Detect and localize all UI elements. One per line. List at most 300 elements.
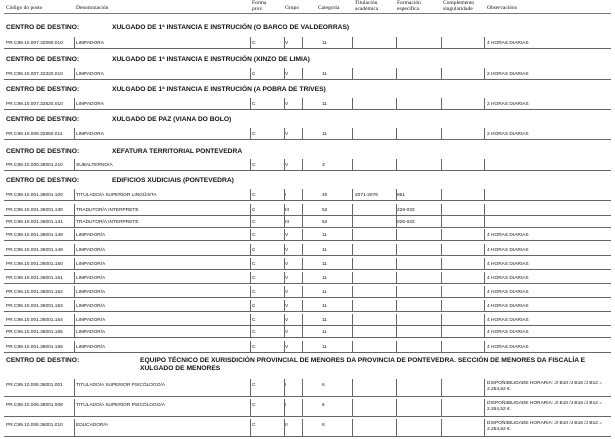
column-divider	[352, 286, 353, 297]
row-rule	[4, 311, 611, 312]
column-divider	[441, 159, 442, 170]
column-divider	[396, 68, 397, 79]
cell-cat: 11	[322, 304, 327, 309]
cell-obs: DISPOÑIBILIDADE HORARIA: J/ B10 /J B16 /J B12 = 2.264,52 €.	[487, 421, 603, 432]
cell-obs: 4 HORAS DIARIAS	[487, 276, 529, 281]
cell-den: LIMPADOR/A	[76, 304, 106, 309]
column-divider	[284, 419, 285, 436]
column-divider	[284, 326, 285, 337]
cell-code: PR.C99.10.001.36001.148	[6, 233, 63, 238]
cell-grupo: V	[285, 72, 289, 77]
column-divider	[250, 216, 251, 227]
cell-obs: 4 HORAS DIARIAS	[487, 330, 529, 335]
column-divider	[74, 98, 75, 109]
row-rule	[4, 215, 611, 216]
cell-cat: 11	[322, 262, 327, 267]
cell-cat: 11	[322, 330, 327, 335]
column-divider	[302, 216, 303, 227]
column-divider	[396, 286, 397, 297]
row-rule	[4, 269, 611, 270]
column-divider	[352, 258, 353, 269]
column-divider	[284, 159, 285, 170]
row-rule	[4, 109, 611, 110]
col-header-grupo: Grupo	[285, 5, 300, 11]
column-divider	[352, 128, 353, 139]
column-divider	[284, 128, 285, 139]
cell-cat: 11	[322, 345, 327, 350]
centro-name: XEFATURA TERRITORIAL PONTEVEDRA	[112, 148, 243, 155]
cell-den: LIMPADORA	[76, 102, 104, 107]
cell-forma: C	[252, 383, 256, 388]
column-divider	[441, 419, 442, 436]
cell-tit: 2071-2076	[355, 193, 378, 198]
column-divider	[302, 189, 303, 200]
cell-code: PR.C99.10.001.36001.156	[6, 345, 63, 350]
cell-grupo: V	[285, 304, 289, 309]
column-divider	[352, 37, 353, 48]
row-rule	[4, 139, 611, 140]
column-divider	[484, 189, 485, 200]
column-divider	[284, 341, 285, 352]
column-divider	[250, 286, 251, 297]
cell-grupo: V	[285, 233, 289, 238]
column-divider	[74, 419, 75, 436]
column-divider	[441, 204, 442, 215]
cell-den: LIMPADOR/A	[76, 233, 106, 238]
cell-code: PR.C99.10.001.36001.131	[6, 220, 63, 225]
cell-form: 851	[397, 193, 406, 198]
column-divider	[484, 272, 485, 283]
cell-den: LIMPADOR/A	[76, 276, 106, 281]
column-divider	[352, 326, 353, 337]
cell-den: LIMPADOR/A	[76, 262, 106, 267]
column-divider	[352, 399, 353, 416]
cell-grupo: V	[285, 318, 289, 323]
column-divider	[250, 341, 251, 352]
cell-cat: 52	[322, 208, 328, 213]
cell-grupo: III	[285, 220, 289, 225]
column-divider	[441, 216, 442, 227]
column-divider	[74, 314, 75, 325]
cell-forma: C	[252, 248, 256, 253]
cell-forma: C	[252, 345, 256, 350]
centro-name: XULGADO DE 1ª INSTANCIA E INSTRUCIÓN (XINZO DE LIMIA)	[112, 56, 310, 63]
column-divider	[250, 98, 251, 109]
column-divider	[484, 216, 485, 227]
cell-forma: C	[252, 72, 256, 77]
cell-den: TRADUTOR/A INTERPRETE	[76, 208, 139, 213]
column-divider	[352, 341, 353, 352]
cell-grupo: V	[285, 248, 289, 253]
column-divider	[74, 399, 75, 416]
cell-code: PR.C99.10.001.36001.151	[6, 276, 63, 281]
cell-den: LIMPADOR/A	[76, 318, 106, 323]
col-header-code: Código do posto	[6, 5, 43, 11]
column-divider	[484, 341, 485, 352]
column-divider	[352, 272, 353, 283]
cell-forma: C	[252, 163, 256, 168]
column-divider	[396, 272, 397, 283]
column-divider	[284, 98, 285, 109]
row-rule	[4, 170, 611, 171]
cell-code: PR.C99.10.001.36001.152	[6, 290, 63, 295]
column-divider	[484, 204, 485, 215]
column-divider	[484, 300, 485, 311]
column-divider	[302, 326, 303, 337]
col-header-denomination: Denominación	[76, 5, 109, 11]
cell-cat: 11	[322, 290, 327, 295]
column-divider	[74, 37, 75, 48]
column-divider	[302, 98, 303, 109]
cell-code: PR.C99.10.006.36001.008	[6, 403, 63, 408]
cell-obs: 4 HORAS DIARIAS	[487, 345, 529, 350]
cell-den: LIMPADORA	[76, 72, 104, 77]
column-divider	[484, 399, 485, 416]
column-divider	[302, 68, 303, 79]
cell-grupo: V	[285, 132, 289, 137]
column-divider	[302, 379, 303, 396]
column-divider	[74, 272, 75, 283]
column-divider	[484, 258, 485, 269]
column-divider	[396, 258, 397, 269]
cell-code: PR.C99.10.008.32850.011	[6, 132, 63, 137]
column-divider	[484, 159, 485, 170]
cell-obs: 4 HORAS DIARIAS	[487, 290, 529, 295]
column-divider	[284, 204, 285, 215]
cell-den: TRADUTOR/A INTERPRETE	[76, 220, 139, 225]
column-divider	[484, 37, 485, 48]
centro-name: XULGADO DE 1ª INSTANCIA E INSTRUCIÓN (A POBRA DE TRIVES)	[112, 86, 326, 93]
column-divider	[284, 258, 285, 269]
column-divider	[250, 159, 251, 170]
cell-cat: 3	[322, 163, 325, 168]
cell-den: LIMPADOR/A	[76, 345, 106, 350]
column-divider	[441, 128, 442, 139]
column-divider	[441, 68, 442, 79]
cell-grupo: III	[285, 208, 289, 213]
cell-den: LIMPADOR/A	[76, 248, 106, 253]
row-rule	[4, 416, 611, 417]
column-divider	[250, 314, 251, 325]
column-divider	[74, 379, 75, 396]
cell-grupo: I	[285, 383, 287, 388]
cell-grupo: V	[285, 330, 289, 335]
column-divider	[484, 286, 485, 297]
centro-name: EDIFICIOS XUDICIAIS (PONTEVEDRA)	[112, 177, 234, 184]
column-divider	[74, 204, 75, 215]
cell-forma: C	[252, 41, 256, 46]
column-divider	[352, 379, 353, 396]
cell-code: PR.C99.10.007.32090.010	[6, 41, 63, 46]
cell-grupo: I	[285, 403, 287, 408]
cell-code: PR.C99.10.006.36001.010	[6, 423, 63, 428]
cell-forma: C	[252, 330, 256, 335]
column-divider	[484, 419, 485, 436]
column-divider	[302, 300, 303, 311]
column-divider	[302, 314, 303, 325]
column-divider	[441, 300, 442, 311]
column-divider	[441, 37, 442, 48]
column-divider	[484, 68, 485, 79]
row-rule	[4, 337, 611, 338]
column-divider	[284, 229, 285, 240]
cell-code: PR.C99.10.001.36001.155	[6, 330, 63, 335]
cell-grupo: V	[285, 102, 289, 107]
cell-grupo: I	[285, 193, 287, 198]
column-divider	[74, 189, 75, 200]
cell-code: PR.C99.10.007.32820.010	[6, 102, 63, 107]
column-divider	[441, 379, 442, 396]
cell-obs: 2 HORAS DIARIAS	[487, 102, 529, 107]
row-rule	[4, 297, 611, 298]
cell-grupo: V	[285, 345, 289, 350]
centro-label: CENTRO DE DESTINO:	[6, 24, 80, 31]
cell-den: TITULADO/A SUPERIOR PSICÓLOGO/A	[76, 403, 166, 408]
cell-form: 026-033	[397, 220, 415, 225]
cell-code: PR.C99.10.001.36001.100	[6, 193, 63, 198]
centro-label: CENTRO DE DESTINO:	[6, 86, 80, 93]
column-divider	[396, 189, 397, 200]
cell-den: LIMPADOR/A	[76, 330, 106, 335]
column-divider	[250, 399, 251, 416]
cell-den: LIMPADORA	[76, 132, 104, 137]
column-divider	[250, 244, 251, 255]
centro-name: XULGADO DE PAZ (VIANA DO BOLO)	[112, 116, 232, 123]
column-divider	[250, 189, 251, 200]
column-divider	[352, 300, 353, 311]
column-divider	[396, 128, 397, 139]
column-divider	[250, 68, 251, 79]
column-divider	[74, 244, 75, 255]
cell-cat: 11	[322, 102, 327, 107]
cell-cat: 52	[322, 220, 328, 225]
column-divider	[74, 229, 75, 240]
column-divider	[396, 399, 397, 416]
cell-forma: C	[252, 102, 256, 107]
centro-label: CENTRO DE DESTINO:	[6, 116, 80, 123]
column-divider	[302, 159, 303, 170]
column-divider	[352, 314, 353, 325]
cell-forma: C	[252, 290, 256, 295]
column-divider	[484, 128, 485, 139]
cell-obs: 4 HORAS DIARIAS	[487, 318, 529, 323]
cell-obs: 4 HORAS DIARIAS	[487, 41, 529, 46]
column-divider	[484, 244, 485, 255]
cell-cat: 6	[322, 403, 325, 408]
cell-grupo: V	[285, 163, 289, 168]
row-rule	[4, 79, 611, 80]
column-divider	[74, 159, 75, 170]
column-divider	[396, 98, 397, 109]
row-rule	[4, 436, 611, 437]
col-header-complemento: Complemento singularidade	[443, 0, 475, 12]
column-divider	[441, 399, 442, 416]
column-divider	[74, 216, 75, 227]
column-divider	[302, 37, 303, 48]
column-divider	[396, 204, 397, 215]
centro-label: CENTRO DE DESTINO:	[6, 357, 80, 364]
cell-code: PR.C99.10.000.36001.210	[6, 163, 63, 168]
column-divider	[396, 326, 397, 337]
column-divider	[302, 229, 303, 240]
cell-cat: 6	[322, 423, 325, 428]
column-divider	[396, 37, 397, 48]
row-rule	[4, 396, 611, 397]
column-divider	[484, 314, 485, 325]
cell-den: TITULADO/A SUPERIOR PSICÓLOGO/A	[76, 383, 166, 388]
cell-obs: 4 HORAS DIARIAS	[487, 262, 529, 267]
column-divider	[396, 300, 397, 311]
column-divider	[352, 159, 353, 170]
cell-cat: 40	[322, 193, 328, 198]
column-divider	[250, 258, 251, 269]
column-divider	[441, 258, 442, 269]
cell-cat: 11	[322, 276, 327, 281]
cell-cat: 11	[322, 233, 327, 238]
column-divider	[284, 300, 285, 311]
column-divider	[250, 379, 251, 396]
cell-forma: C	[252, 233, 256, 238]
cell-cat: 11	[322, 41, 327, 46]
cell-code: PR.C99.10.006.36001.001	[6, 383, 63, 388]
cell-cat: 6	[322, 383, 325, 388]
column-divider	[284, 286, 285, 297]
centro-name: XULGADO DE 1ª INSTANCIA E INSTRUCIÓN (O BARCO DE VALDEORRAS)	[112, 24, 350, 31]
cell-forma: C	[252, 208, 256, 213]
column-divider	[74, 341, 75, 352]
cell-forma: C	[252, 132, 256, 137]
cell-forma: C	[252, 304, 256, 309]
column-divider	[484, 98, 485, 109]
column-divider	[352, 419, 353, 436]
column-divider	[74, 300, 75, 311]
column-divider	[352, 229, 353, 240]
column-divider	[74, 286, 75, 297]
cell-obs: DISPOÑIBILIDADE HORARIA: J/ B10 /J B16 /J B12 = 2.264,52 €.	[487, 381, 603, 392]
column-divider	[284, 37, 285, 48]
cell-forma: C	[252, 276, 256, 281]
cell-forma: C	[252, 220, 256, 225]
column-divider	[302, 258, 303, 269]
cell-forma: C	[252, 262, 256, 267]
column-divider	[302, 341, 303, 352]
cell-den: SUBALTERNO/A	[76, 163, 113, 168]
cell-den: EDUCADOR/A	[76, 423, 108, 428]
cell-forma: C	[252, 318, 256, 323]
column-divider	[441, 272, 442, 283]
column-divider	[396, 419, 397, 436]
cell-obs: 4 HORAS DIARIAS	[487, 304, 529, 309]
cell-code: PR.C99.10.001.36001.150	[6, 262, 63, 267]
column-divider	[250, 128, 251, 139]
column-divider	[284, 399, 285, 416]
col-header-observacions: Observacións	[487, 5, 517, 11]
cell-code: PR.C99.10.001.36001.153	[6, 304, 63, 309]
cell-grupo: V	[285, 41, 289, 46]
column-divider	[284, 272, 285, 283]
column-divider	[352, 68, 353, 79]
column-divider	[484, 229, 485, 240]
column-divider	[302, 128, 303, 139]
centro-label: CENTRO DE DESTINO:	[6, 56, 80, 63]
centro-label: CENTRO DE DESTINO:	[6, 177, 80, 184]
cell-code: PR.C99.10.001.36001.149	[6, 248, 63, 253]
column-divider	[484, 326, 485, 337]
column-divider	[441, 98, 442, 109]
row-rule	[4, 352, 611, 353]
row-rule	[4, 227, 611, 228]
column-divider	[396, 159, 397, 170]
cell-obs: DISPOÑIBILIDADE HORARIA: J/ B10 /J B16 /J B12 = 2.264,52 €.	[487, 401, 603, 412]
column-divider	[441, 341, 442, 352]
column-divider	[284, 216, 285, 227]
column-divider	[284, 68, 285, 79]
cell-cat: 11	[322, 72, 327, 77]
column-divider	[396, 216, 397, 227]
column-divider	[352, 244, 353, 255]
column-divider	[250, 229, 251, 240]
row-rule	[4, 200, 611, 201]
column-divider	[74, 326, 75, 337]
column-divider	[250, 419, 251, 436]
column-divider	[441, 189, 442, 200]
column-divider	[352, 204, 353, 215]
column-divider	[250, 326, 251, 337]
cell-obs: 2 HORAS DIARIAS	[487, 72, 529, 77]
col-header-formacion: Formación específica	[397, 0, 421, 12]
cell-forma: C	[252, 423, 256, 428]
header-rule	[4, 13, 611, 14]
column-divider	[441, 229, 442, 240]
row-rule	[4, 283, 611, 284]
cell-code: PR.C99.10.001.36001.154	[6, 318, 63, 323]
cell-grupo: II	[285, 423, 288, 428]
cell-obs: 4 HORAS DIARIAS	[487, 248, 529, 253]
column-divider	[441, 314, 442, 325]
column-divider	[284, 189, 285, 200]
column-divider	[302, 399, 303, 416]
column-divider	[441, 286, 442, 297]
column-divider	[74, 258, 75, 269]
column-divider	[396, 244, 397, 255]
column-divider	[284, 379, 285, 396]
cell-grupo: V	[285, 262, 289, 267]
cell-cat: 11	[322, 248, 327, 253]
column-divider	[352, 98, 353, 109]
cell-den: LIMPADOR/A	[76, 290, 106, 295]
column-divider	[302, 204, 303, 215]
column-divider	[302, 272, 303, 283]
column-divider	[396, 314, 397, 325]
column-divider	[352, 189, 353, 200]
row-rule	[4, 255, 611, 256]
cell-cat: 11	[322, 318, 327, 323]
column-divider	[484, 379, 485, 396]
cell-grupo: V	[285, 290, 289, 295]
col-header-titulacion: Titulación académica	[355, 0, 379, 12]
column-divider	[352, 216, 353, 227]
row-rule	[4, 240, 611, 241]
row-rule	[4, 325, 611, 326]
column-divider	[250, 272, 251, 283]
centro-label: CENTRO DE DESTINO:	[6, 148, 80, 155]
column-divider	[302, 244, 303, 255]
col-header-categoria: Categoría	[318, 5, 340, 11]
column-divider	[396, 229, 397, 240]
cell-cat: 11	[322, 132, 327, 137]
cell-form: 228-033	[397, 208, 415, 213]
column-divider	[284, 244, 285, 255]
